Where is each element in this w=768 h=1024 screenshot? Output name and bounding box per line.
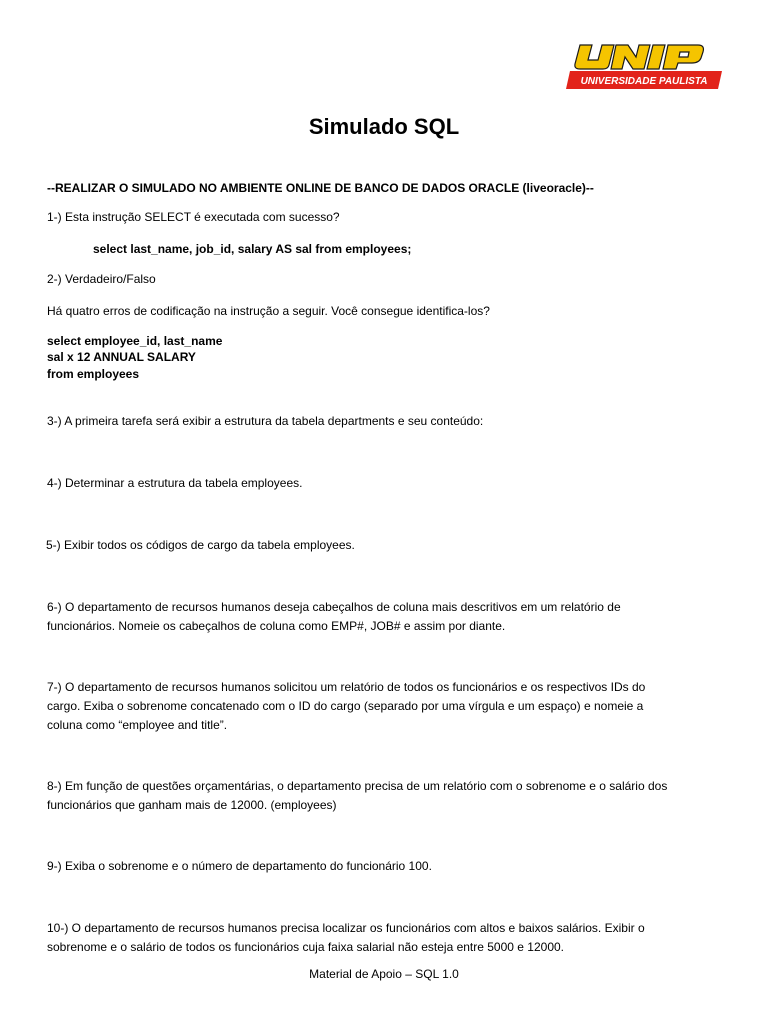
question-10-line-1: 10-) O departamento de recursos humanos precisa localizar os funcionários com altos e baixos salários. Exibir o <box>47 921 645 935</box>
question-3: 3-) A primeira tarefa será exibir a estrutura da tabela departments e seu conteúdo: <box>47 414 484 428</box>
question-2-code-line-1: select employee_id, last_name <box>47 334 223 348</box>
question-10-line-2: sobrenome e o salário de todos os funcionários cuja faixa salarial não esteja entre 5000 e 12000. <box>47 940 565 954</box>
question-2: 2-) Verdadeiro/Falso <box>47 272 156 286</box>
question-7-line-3: coluna como “employee and title”. <box>47 718 228 732</box>
question-8-line-2: funcionários que ganham mais de 12000. (employees) <box>47 798 337 812</box>
logo-subtitle: UNIVERSIDADE PAULISTA <box>580 76 708 87</box>
question-9: 9-) Exiba o sobrenome e o número de departamento do funcionário 100. <box>47 859 432 873</box>
question-5: 5-) Exibir todos os códigos de cargo da tabela employees. <box>46 538 355 552</box>
question-6-line-1: 6-) O departamento de recursos humanos deseja cabeçalhos de coluna mais descritivos em um relatório de <box>47 600 621 614</box>
question-8-line-1: 8-) Em função de questões orçamentárias, o departamento precisa de um relatório com o sobrenome e o salário dos <box>47 779 668 793</box>
page-footer: Material de Apoio – SQL 1.0 <box>309 967 459 981</box>
question-2-code-line-2: sal x 12 ANNUAL SALARY <box>47 350 196 364</box>
page-title: Simulado SQL <box>308 114 460 139</box>
question-2-text: Há quatro erros de codificação na instrução a seguir. Você consegue identifica-los? <box>47 304 490 318</box>
question-4: 4-) Determinar a estrutura da tabela employees. <box>47 476 303 490</box>
question-7-line-2: cargo. Exiba o sobrenome concatenado com o ID do cargo (separado por uma vírgula e um espaço) e nomeie a <box>47 699 644 713</box>
question-6-line-2: funcionários. Nomeie os cabeçalhos de coluna como EMP#, JOB# e assim por diante. <box>47 619 506 633</box>
question-7-line-1: 7-) O departamento de recursos humanos solicitou um relatório de todos os funcionários e os respectivos IDs do <box>47 680 646 694</box>
question-1: 1-) Esta instrução SELECT é executada com sucesso? <box>47 210 340 224</box>
intro-text: --REALIZAR O SIMULADO NO AMBIENTE ONLINE DE BANCO DE DADOS ORACLE (liveoracle)-- <box>47 181 594 195</box>
unip-logo <box>566 43 722 91</box>
question-1-code: select last_name, job_id, salary AS sal from employees; <box>93 242 412 256</box>
question-2-code-line-3: from employees <box>47 367 140 381</box>
